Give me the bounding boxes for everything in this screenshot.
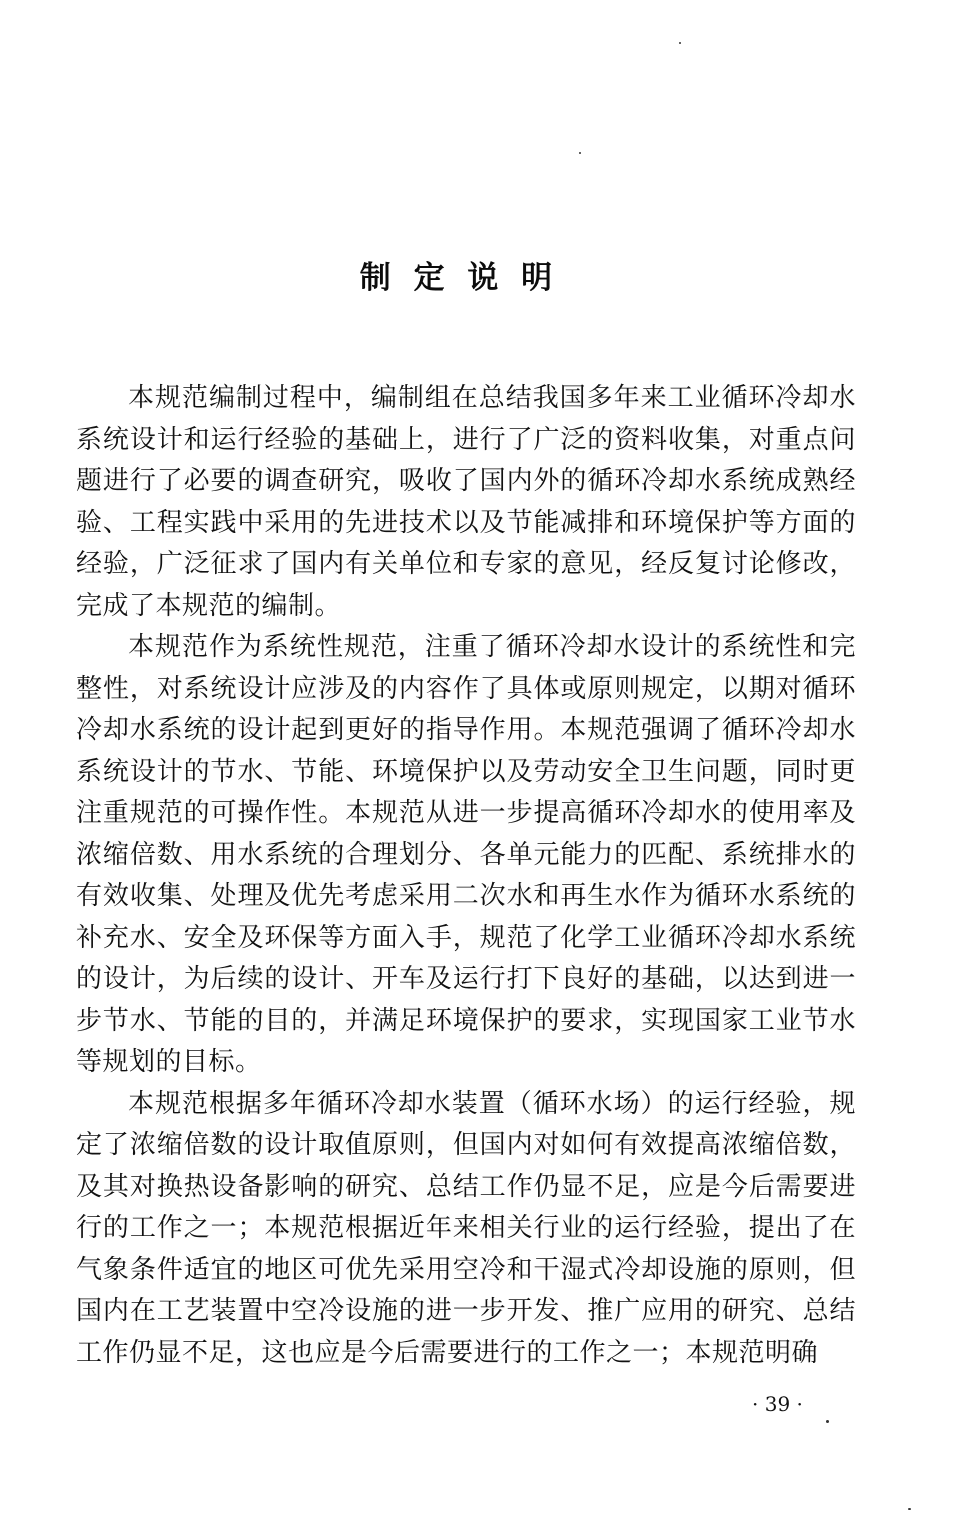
paragraph-2: 本规范作为系统性规范，注重了循环冷却水设计的系统性和完整性，对系统设计应涉及的内容作了具体或原则规定，以期对循环冷却水系统的设计起到更好的指导作用。本规范强调了循环冷却水系统设计的节水、节能、环境保护以及劳动安全卫生问题，同时更注重规范的可操作性。本规范从进一步提高循环冷却水的使用率及浓缩倍数、用水系统的合理划分、各单元能力的匹配、系统排水的有效收集、处理及优先考虑采用二次水和再生水作为循环水系统的补充水、安全及环保等方面入手，规范了化学工业循环冷却水系统的设计，为后续的设计、开车及运行打下良好的基础，以达到进一步节水、节能的目的，并满足环境保护的要求，实现国家工业节水等规划的目标。 xyxy=(76,632,856,1077)
scan-speck xyxy=(679,42,681,44)
body-text xyxy=(76,378,856,1374)
page-title: 制 定 说 明 xyxy=(359,260,559,296)
paragraph-3: 本规范根据多年循环冷却水装置（循环水场）的运行经验，规定了浓缩倍数的设计取值原则，但国内对如何有效提高浓缩倍数，及其对换热设备影响的研究、总结工作仍显不足，应是今后需要进行的工作之一；本规范根据近年来相关行业的运行经验，提出了在气象条件适宜的地区可优先采用空冷和干湿式冷却设施的原则，但国内在工艺装置中空冷设施的进一步开发、推广应用的研究、总结工作仍显不足，这也应是今后需要进行的工作之一；本规范明确 xyxy=(76,1088,856,1368)
scan-speck xyxy=(908,1508,911,1510)
scan-speck xyxy=(579,152,581,154)
paragraph-1: 本规范编制过程中，编制组在总结我国多年来工业循环冷却水系统设计和运行经验的基础上，进行了广泛的资料收集，对重点问题进行了必要的调查研究，吸收了国内外的循环冷却水系统成熟经验、工程实践中采用的先进技术以及节能减排和环境保护等方面的经验，广泛征求了国内有关单位和专家的意见，经反复讨论修改，完成了本规范的编制。 xyxy=(76,383,856,621)
page-number: · 39 · xyxy=(752,1392,803,1416)
scan-speck xyxy=(826,1420,829,1423)
